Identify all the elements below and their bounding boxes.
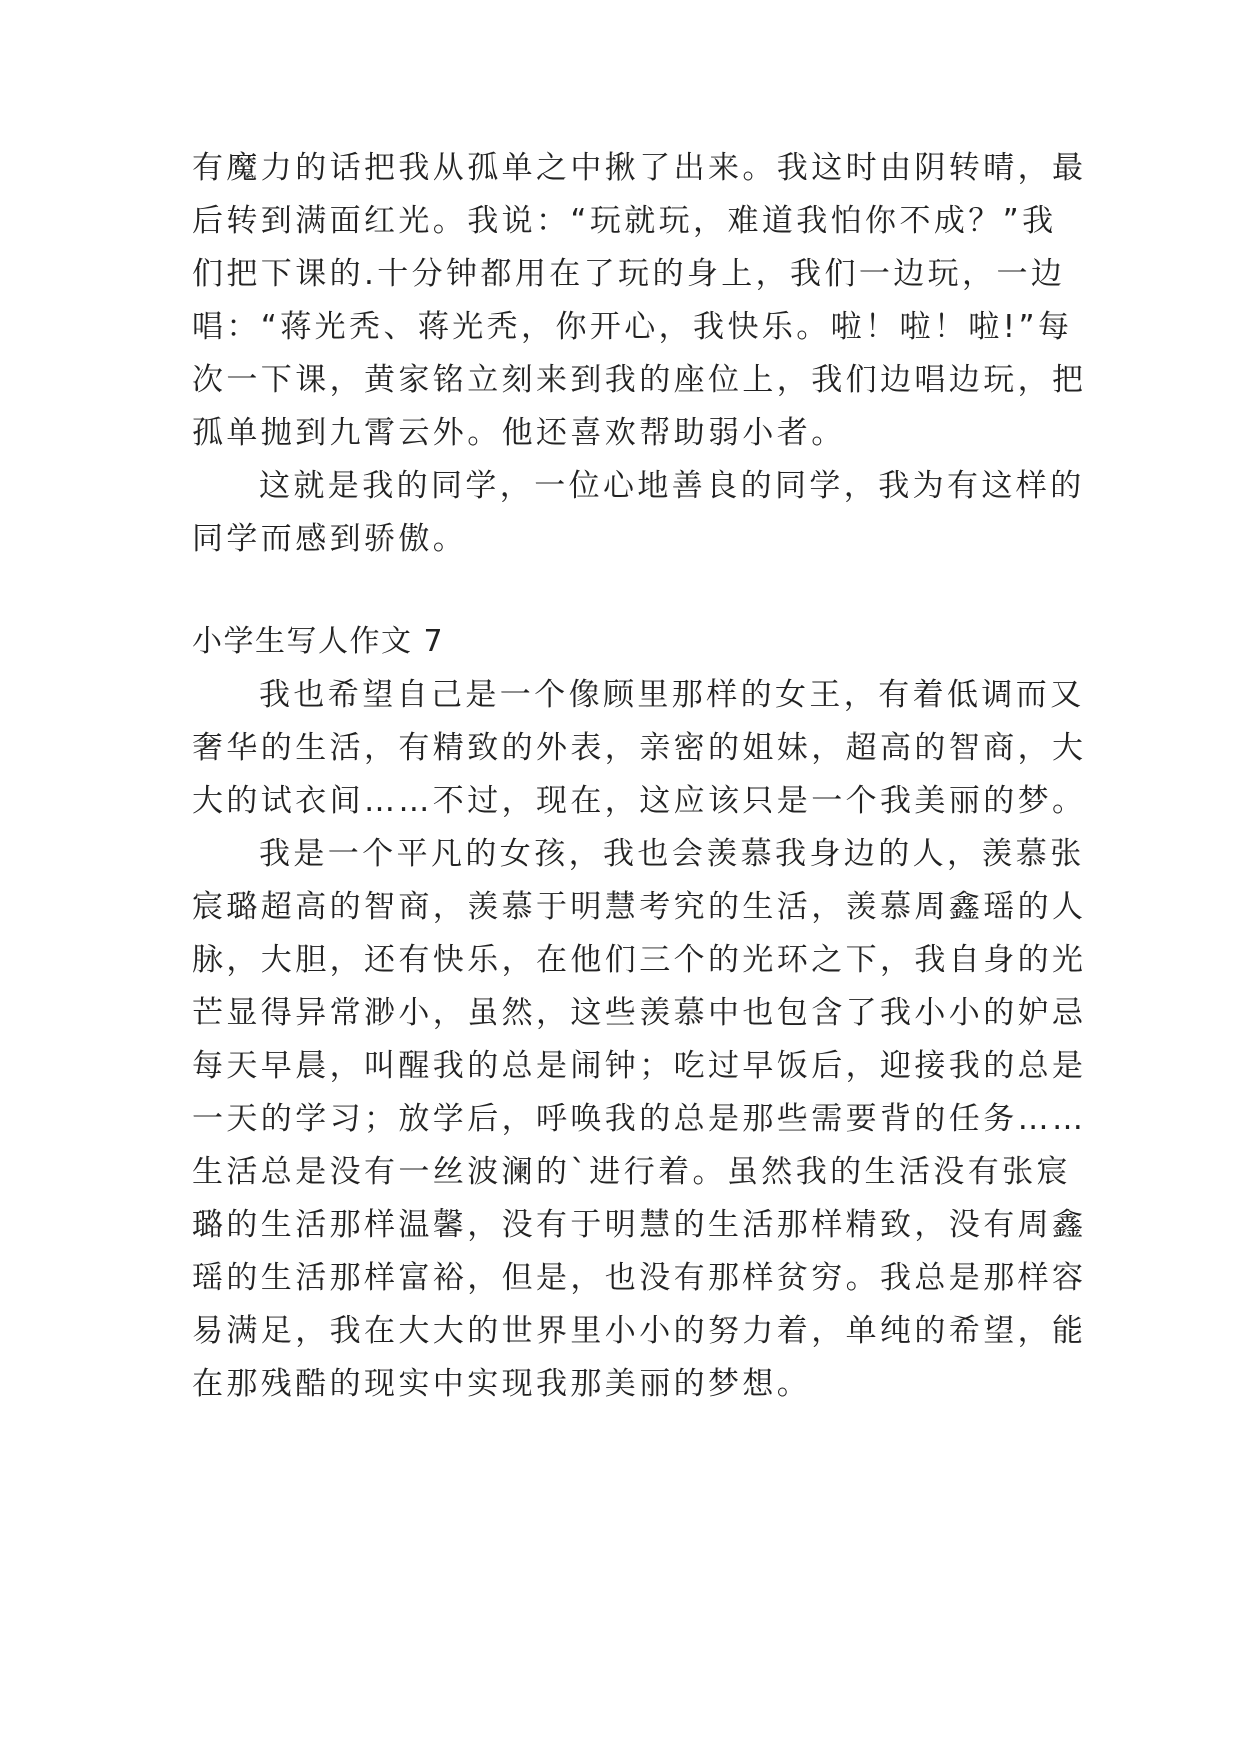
text-line: 有魔力的话把我从孤单之中揪了出来。我这时由阴转晴，最: [192, 150, 1087, 186]
paragraph-first-line: 我也希望自己是一个像顾里那样的女王，有着低调而又: [259, 677, 1085, 713]
text-line: 每天早晨，叫醒我的总是闹钟；吃过早饭后，迎接我的总是: [192, 1048, 1087, 1084]
text-line: 孤单抛到九霄云外。他还喜欢帮助弱小者。: [192, 415, 846, 451]
text-line: 璐的生活那样温馨，没有于明慧的生活那样精致，没有周鑫: [192, 1207, 1087, 1243]
text-line: 大的试衣间……不过，现在，这应该只是一个我美丽的梦。: [192, 783, 1087, 819]
text-line: 宸璐超高的智商，羡慕于明慧考究的生活，羡慕周鑫瑶的人: [192, 889, 1087, 925]
text-line: 次一下课，黄家铭立刻来到我的座位上，我们边唱边玩，把: [192, 362, 1087, 398]
text-line: 一天的学习；放学后，呼唤我的总是那些需要背的任务……: [192, 1101, 1087, 1137]
text-line: 芒显得异常渺小，虽然，这些羡慕中也包含了我小小的妒忌: [192, 995, 1087, 1031]
text-line: 奢华的生活，有精致的外表，亲密的姐妹，超高的智商，大: [192, 730, 1087, 766]
text-line: 们把下课的.十分钟都用在了玩的身上，我们一边玩，一边: [192, 256, 1066, 292]
text-line: 唱：“蒋光秃、蒋光秃，你开心，我快乐。啦！啦！啦!”每: [192, 309, 1073, 345]
section-heading: 小学生写人作文 7: [192, 624, 445, 659]
paragraph-first-line: 这就是我的同学，一位心地善良的同学，我为有这样的: [259, 468, 1085, 504]
paragraph-first-line: 我是一个平凡的女孩，我也会羡慕我身边的人，羡慕张: [259, 836, 1085, 872]
text-line: 生活总是没有一丝波澜的`进行着。虽然我的生活没有张宸: [192, 1154, 1071, 1190]
text-line: 瑶的生活那样富裕，但是，也没有那样贫穷。我总是那样容: [192, 1260, 1087, 1296]
text-line: 在那残酷的现实中实现我那美丽的梦想。: [192, 1366, 812, 1402]
text-line: 同学而感到骄傲。: [192, 521, 468, 557]
text-line: 易满足，我在大大的世界里小小的努力着，单纯的希望，能: [192, 1313, 1087, 1349]
text-line: 后转到满面红光。我说：“玩就玩，难道我怕你不成？”我: [192, 203, 1057, 239]
text-line: 脉，大胆，还有快乐，在他们三个的光环之下，我自身的光: [192, 942, 1087, 978]
